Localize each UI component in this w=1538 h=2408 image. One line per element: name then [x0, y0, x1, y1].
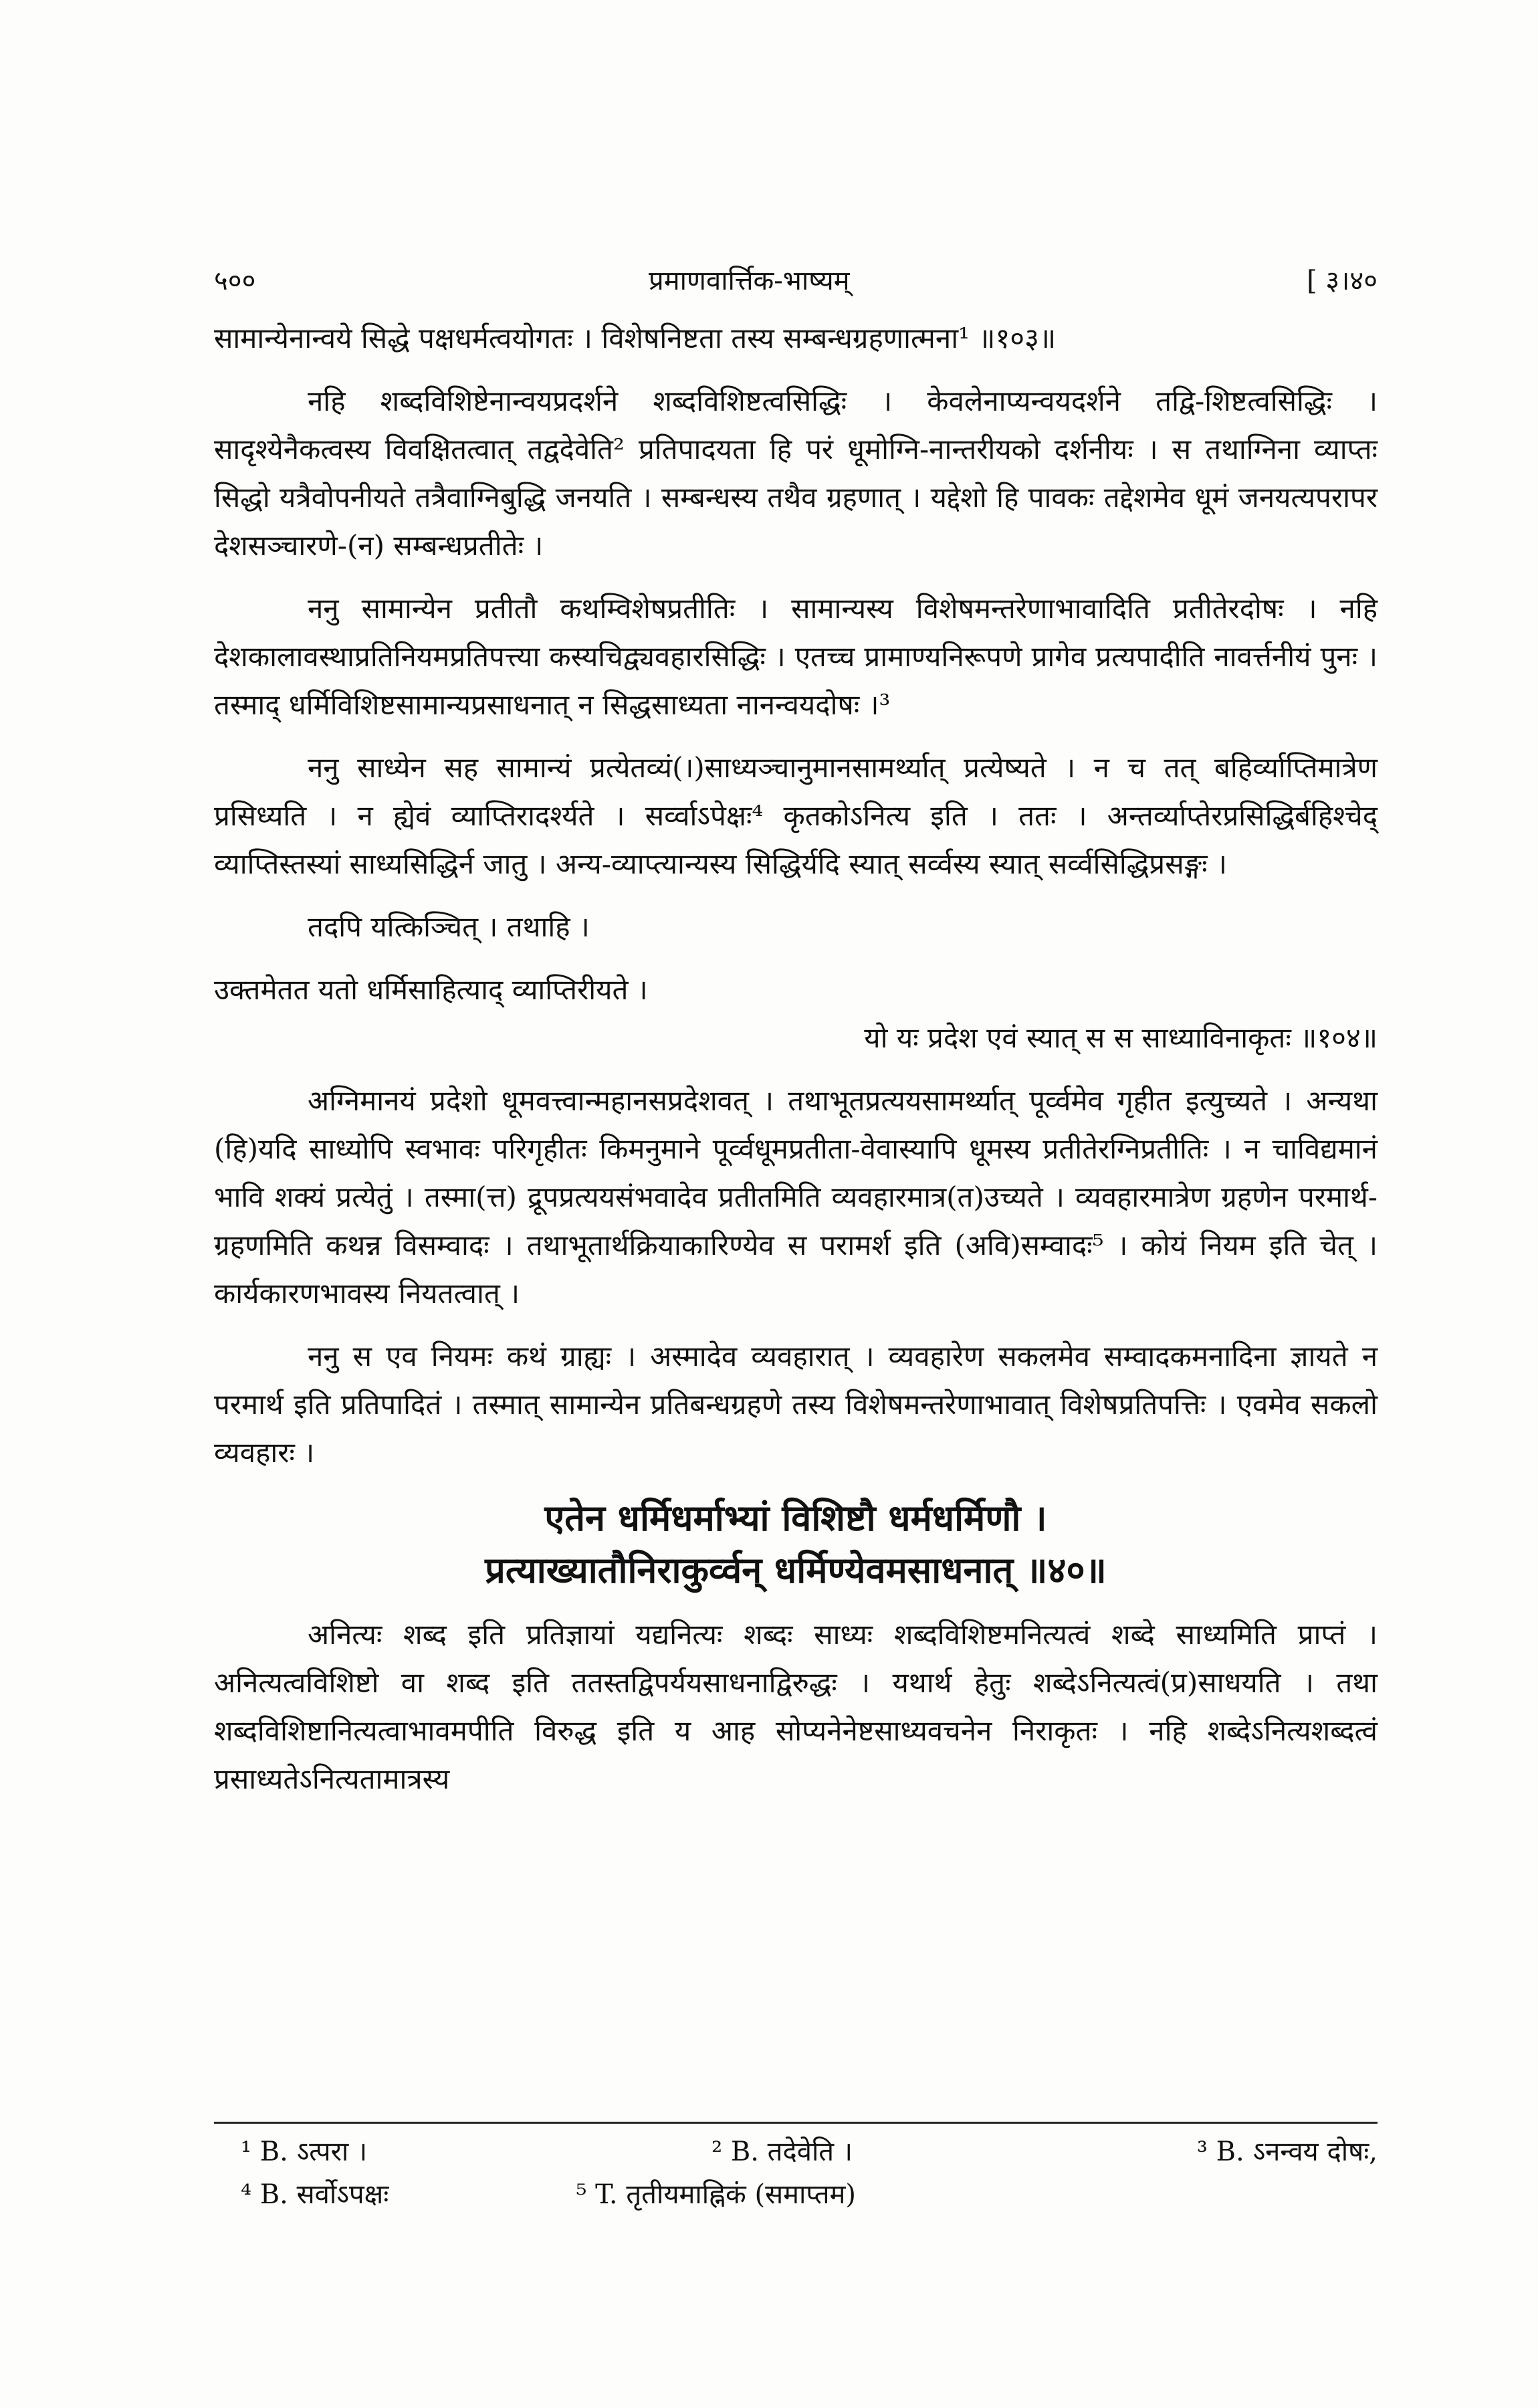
footnote-5: ⁵ T. तृतीयमाह्निकं (समाप्तम)	[576, 2179, 857, 2210]
footnote-row-2	[241, 2173, 1378, 2216]
paragraph-3: ननु साध्येन सह सामान्यं प्रत्येतव्यं(।)साध्यञ्चानुमानसामर्थ्यात् प्रत्येष्यते । न च तत् बहिर्व्याप्तिमात्रेण प्रसिध्यति । न ह्येवं व्याप्तिरादर्श्यते । सर्व्वाऽपेक्षः⁴ कृतकोऽनित्य इति । ततः । अन्तर्व्याप्तेरप्रसिद्धिर्बहिश्चेद् व्याप्तिस्तस्यां साध्यसिद्धिर्न जातु । अन्य-व्याप्त्यान्यस्य सिद्धिर्यदि स्यात् सर्व्वस्य स्यात् सर्व्वसिद्धिप्रसङ्गः ।	[214, 751, 1378, 880]
paragraph-2: ननु सामान्येन प्रतीतौ कथम्विशेषप्रतीतिः । सामान्यस्य विशेषमन्तरेणाभावादिति प्रतीतेरदोषः । नहि देशकालावस्थाप्रतिनियमप्रतिपत्त्या कस्यचिद्व्यवहारसिद्धिः । एतच्च प्रामाण्यनिरूपणे प्रागेव प्रत्यपादीति नावर्त्तनीयं पुनः । तस्माद् धर्मिविशिष्टसामान्यप्रसाधनात् न सिद्धसाध्यता नानन्वयदोषः ।³	[214, 592, 1378, 721]
footnote-1: ¹ B. ऽत्परा ।	[241, 2136, 368, 2167]
main-text	[214, 314, 1378, 1818]
footnote-2: ² B. तदेवेति ।	[711, 2136, 853, 2167]
running-title: प्रमाणवार्त्तिक-भाष्यम्	[649, 266, 850, 296]
karika-40-line-1: एतेन धर्मिधर्माभ्यां विशिष्टौ धर्मधर्मिणौ ।	[544, 1496, 1047, 1539]
footnote-3: ³ B. ऽनन्वय दोषः,	[1196, 2136, 1378, 2167]
paragraph-5: अग्निमानयं प्रदेशो धूमवत्त्वान्महानसप्रदेशवत् । तथाभूतप्रत्ययसामर्थ्यात् पूर्व्वमेव गृहीत इत्युच्यते । अन्यथा (हि)यदि साध्योपि स्वभावः परिगृहीतः किमनुमाने पूर्व्वधूमप्रतीता-वेवास्यापि धूमस्य प्रतीतेरग्निप्रतीतिः । न चाविद्यमानं भावि शक्यं प्रत्येतुं । तस्मा(त्त) द्रूपप्रत्ययसंभवादेव प्रतीतमिति व्यवहारमात्र(त)उच्यते । व्यवहारमात्रेण ग्रहणेन परमार्थ-ग्रहणमिति कथन्न विसम्वादः । तथाभूतार्थक्रियाकारिण्येव स परामर्श इति (अवि)सम्वादः⁵ । कोयं नियम इति चेत् । कार्यकारणभावस्य नियतत्वात् ।	[214, 1084, 1378, 1310]
paragraph-1: नहि शब्दविशिष्टेनान्वयप्रदर्शने शब्दविशिष्टत्वसिद्धिः । केवलेनाप्यन्वयदर्शने तद्वि-शिष्टत्वसिद्धिः । सादृश्येनैकत्वस्य विवक्षितत्वात् तद्वदेवेति² प्रतिपादयता हि परं धूमोग्नि-नान्तरीयको दर्शनीयः । स तथाग्निना व्याप्तः सिद्धो यत्रैवोपनीयते तत्रैवाग्निबुद्धि जनयति । सम्बन्धस्य तथैव ग्रहणात् । यद्देशो हि पावकः तद्देशमेव धूमं जनयत्यपरापर देशसञ्चारणे-(न) सम्बन्धप्रतीतेः ।	[214, 385, 1378, 562]
paragraph-4: तदपि यत्किञ्चित् । तथाहि ।	[308, 910, 590, 943]
page-number: ५००	[214, 266, 256, 296]
karika-40-line-2: प्रत्याख्यातौनिराकुर्व्वन् धर्मिण्येवमसाधनात् ॥४०॥	[485, 1548, 1107, 1591]
page-header	[214, 254, 1378, 301]
paragraph-6: ननु स एव नियमः कथं ग्राह्यः । अस्मादेव व्यवहारात् । व्यवहारेण सकलमेव सम्वादकमनादिना ज्ञायते न परमार्थ इति प्रतिपादितं । तस्मात् सामान्येन प्रतिबन्धग्रहणे तस्य विशेषमन्तरेणाभावात् विशेषप्रतिपत्तिः । एवमेव सकलो व्यवहारः ।	[214, 1340, 1378, 1469]
footnote-divider	[214, 2122, 1378, 2124]
verse-104-line-2: यो यः प्रदेश एवं स्यात् स स साध्याविनाकृतः ॥१०४॥	[864, 1021, 1378, 1054]
verse-103: सामान्येनान्वये सिद्धे पक्षधर्मत्वयोगतः । विशेषनिष्टता तस्य सम्बन्धग्रहणात्मना¹ ॥१०३॥	[214, 322, 1057, 355]
verse-104-line-1: उक्तमेतत यतो धर्मिसाहित्याद् व्याप्तिरीयते ।	[214, 973, 648, 1006]
section-reference: [ ३।४०	[1307, 266, 1378, 296]
footnote-4: ⁴ B. सर्वोऽपक्षः	[241, 2179, 389, 2210]
footnotes	[241, 2130, 1378, 2216]
footnote-row-1	[241, 2130, 1378, 2173]
paragraph-final: अनित्यः शब्द इति प्रतिज्ञायां यद्यनित्यः शब्दः साध्यः शब्दविशिष्टमनित्यत्वं शब्दे साध्यमिति प्राप्तं । अनित्यत्वविशिष्टो वा शब्द इति ततस्तद्विपर्ययसाधनाद्विरुद्धः । यथार्थ हेतुः शब्देऽनित्यत्वं(प्र)साधयति । तथा शब्दविशिष्टानित्यत्वाभावमपीति विरुद्ध इति य आह सोप्यनेनेष्टसाध्यवचनेन निराकृतः । नहि शब्देऽनित्यशब्दत्वं प्रसाध्यतेऽनित्यतामात्रस्य	[214, 1618, 1378, 1795]
